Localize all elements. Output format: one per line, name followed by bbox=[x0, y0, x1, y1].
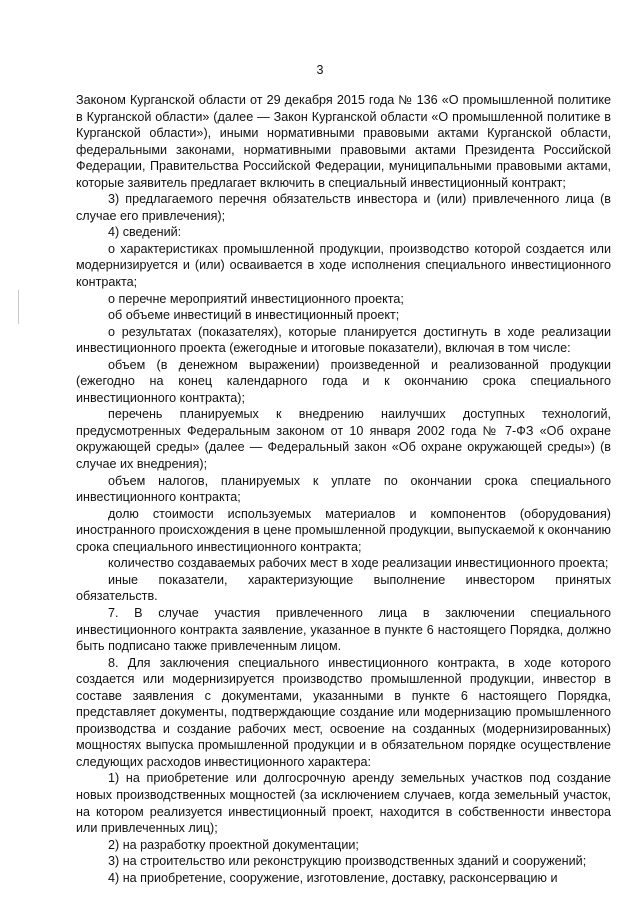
paragraph: о результатах (показателях), которые планируется достигнуть в ходе реализации инвестиционного проекта (ежегодные и итоговые показатели), включая в том числе: bbox=[76, 324, 611, 356]
paragraph: 3) на строительство или реконструкцию производственных зданий и сооружений; bbox=[108, 854, 587, 869]
paragraph: 1) на приобретение или долгосрочную аренду земельных участков под создание новых производственных мощностей (за исключением случаев, когда земельный участок, на котором реализуется инвестиционный проект, находится в собственности инвестора или привлеченных лиц); bbox=[76, 771, 611, 836]
paragraph: иные показатели, характеризующие выполнение инвестором принятых обязательств. bbox=[76, 572, 611, 604]
paragraph: 3) предлагаемого перечня обязательств инвестора и (или) привлеченного лица (в случае его привлечения); bbox=[76, 192, 611, 223]
paragraph: объем (в денежном выражении) произведенной и реализованной продукции (ежегодно на конец календарного года и к окончанию срока специального инвестиционного контракта); bbox=[76, 357, 611, 405]
paragraph: 8. Для заключения специального инвестиционного контракта, в ходе которого создается или модернизируется производство промышленной продукции, инвестор в составе заявления с документами, указанными в пункте 6 настоящего Порядка, представляет документы, подтверждающие создание или модернизацию промышленного производства и создание рабочих мест, освоение на созданных (модернизированных) мощностях выпуска промышленной продукции и в обязательном порядке осуществление следующих расходов инвестиционного характера: bbox=[76, 655, 611, 769]
paragraph: объем налогов, планируемых к уплате по окончании срока специального инвестиционного контракта; bbox=[76, 473, 611, 505]
paragraph: 7. В случае участия привлеченного лица в заключении специального инвестиционного контракта заявление, указанное в пункте 6 настоящего Порядка, должно быть подписано также привлеченным лицом. bbox=[76, 605, 611, 654]
paragraph: 4) на приобретение, сооружение, изготовление, доставку, расконсервацию и bbox=[108, 870, 558, 885]
paragraph: 2) на разработку проектной документации; bbox=[108, 837, 359, 852]
paragraph: Законом Курганской области от 29 декабря 2015 года № 136 «О промышленной политике в Курганской области» (далее — Закон Курганской области «О промышленной политике в Курганской области»), иными нормативными правовыми актами Курганской области, федеральными законами, нормативными правовыми актами Президента Российской Федерации, Правительства Российской Федерации, муниципальными правовыми актами, которые заявитель предлагает включить в специальный инвестиционный контракт; bbox=[76, 93, 611, 190]
paragraph: о перечне мероприятий инвестиционного проекта; bbox=[108, 291, 404, 306]
paragraph: о характеристиках промышленной продукции, производство которой создается или модернизируется и (или) осваивается в ходе исполнения специального инвестиционного контракта; bbox=[76, 241, 611, 290]
paragraph: долю стоимости используемых материалов и компонентов (оборудования) иностранного происхождения в цене промышленной продукции, выпускаемой к окончанию срока специального инвестиционного контракта; bbox=[76, 506, 611, 554]
document-body bbox=[76, 92, 611, 886]
page-number: 3 bbox=[316, 63, 324, 77]
paragraph: об объеме инвестиций в инвестиционный проект; bbox=[108, 308, 400, 323]
paragraph: количество создаваемых рабочих мест в ходе реализации инвестиционного проекта; bbox=[108, 556, 609, 571]
paragraph: 4) сведений: bbox=[108, 225, 182, 240]
scan-margin-mark bbox=[18, 290, 19, 324]
paragraph: перечень планируемых к внедрению наилучших доступных технологий, предусмотренных Федеральным законом от 10 января 2002 года № 7-ФЗ «Об охране окружающей среды» (далее — Федеральный закон «Об охране окружающей среды») (в случае их внедрения); bbox=[76, 407, 611, 472]
